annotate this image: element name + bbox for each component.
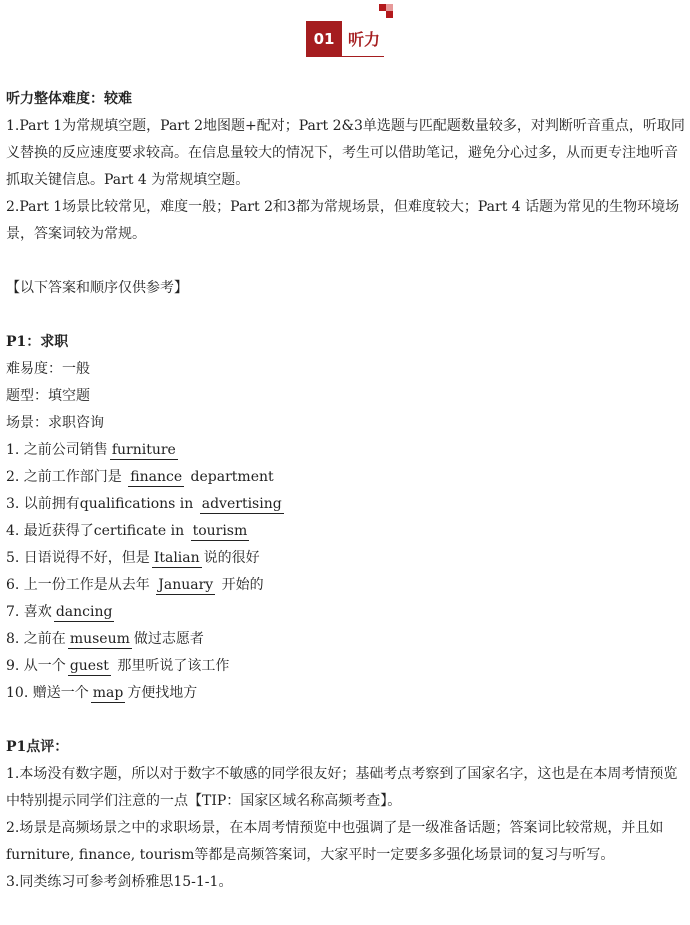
answer-item [6, 545, 686, 572]
p1-difficulty: 难易度：一般 [6, 361, 90, 377]
review-comment-3: 3.同类练习可参考剑桥雅思15-1-1。 [6, 874, 233, 890]
section-number: 01 [306, 21, 342, 57]
overall-difficulty: 听力整体难度：较难 [6, 91, 132, 107]
answer-prompt: 10. 赠送一个 [6, 685, 89, 701]
answer-word: dancing [55, 604, 113, 620]
answer-item [6, 464, 686, 491]
title-underline [342, 56, 384, 57]
answer-item [6, 572, 686, 599]
answer-suffix: 方便找地方 [127, 685, 198, 701]
answer-word: Italian [153, 550, 200, 566]
section-header [0, 0, 690, 62]
answer-prompt: 8. 之前在 [6, 631, 66, 647]
answer-prompt: 6. 上一份工作是从去年 [6, 577, 155, 593]
answer-word: map [92, 685, 124, 701]
answer-word: finance [130, 469, 183, 485]
answer-prompt: 4. 最近获得了certificate in [6, 523, 189, 539]
p1-scene: 场景：求职咨询 [6, 415, 104, 431]
answer-word: advertising [201, 496, 282, 512]
review-comment-1: 1.本场没有数字题，所以对于数字不敏感的同学很友好；基础考点考察到了国家名字，这也是在本周考情预览中特别提示同学们注意的一点【TIP：国家区域名称高频考查】。 [6, 766, 678, 809]
p1-question-type: 题型：填空题 [6, 388, 90, 404]
answer-item [6, 680, 686, 707]
answer-item [6, 653, 686, 680]
answer-word: guest [69, 658, 109, 674]
answer-suffix: department [186, 469, 274, 485]
answer-suffix: 说的很好 [203, 550, 260, 566]
answer-item [6, 437, 686, 464]
answer-item [6, 518, 686, 545]
answer-prompt: 9. 从一个 [6, 658, 66, 674]
answer-prompt: 2. 之前工作部门是 [6, 469, 127, 485]
answer-word: January [158, 577, 214, 593]
answer-word: tourism [192, 523, 248, 539]
answer-suffix: 那里听说了该工作 [112, 658, 230, 674]
answer-prompt: 5. 日语说得不好，但是 [6, 550, 150, 566]
article-body [6, 86, 686, 896]
review-comment-2: 2.场景是高频场景之中的求职场景，在本周考情预览中也强调了是一级准备话题；答案词比较常规，并且如furniture, finance, tourism等都是高频答案词，大家平时一定要多多强化场景词的复习与听写。 [6, 820, 664, 863]
reference-note: 【以下答案和顺序仅供参考】 [6, 280, 188, 296]
overall-paragraph-1: 1.Part 1为常规填空题，Part 2地图题+配对；Part 2&3单选题与匹配题数量较多，对判断听音重点，听取同义替换的反应速度要求较高。在信息量较大的情况下，考生可以借助笔记，避免分心过多，从而更专注地听音抓取关键信息。Part 4 为常规填空题。 [6, 118, 685, 188]
section-title: 听力 [348, 30, 381, 49]
answer-word: furniture [111, 442, 176, 458]
answer-suffix: 做过志愿者 [133, 631, 204, 647]
decor-square [379, 4, 386, 11]
answer-item [6, 491, 686, 518]
decor-square [386, 11, 393, 18]
answer-prompt: 7. 喜欢 [6, 604, 52, 620]
answer-word: museum [69, 631, 130, 647]
answer-item [6, 599, 686, 626]
decor-square [386, 4, 393, 11]
answer-prompt: 1. 之前公司销售 [6, 442, 108, 458]
answer-item [6, 626, 686, 653]
review-heading: P1点评： [6, 739, 69, 755]
answer-prompt: 3. 以前拥有qualifications in [6, 496, 198, 512]
p1-heading: P1：求职 [6, 334, 69, 350]
answer-suffix: 开始的 [217, 577, 264, 593]
answer-list [6, 437, 686, 707]
overall-paragraph-2: 2.Part 1场景比较常见，难度一般；Part 2和3都为常规场景，但难度较大；Part 4 话题为常见的生物环境场景，答案词较为常规。 [6, 199, 680, 242]
